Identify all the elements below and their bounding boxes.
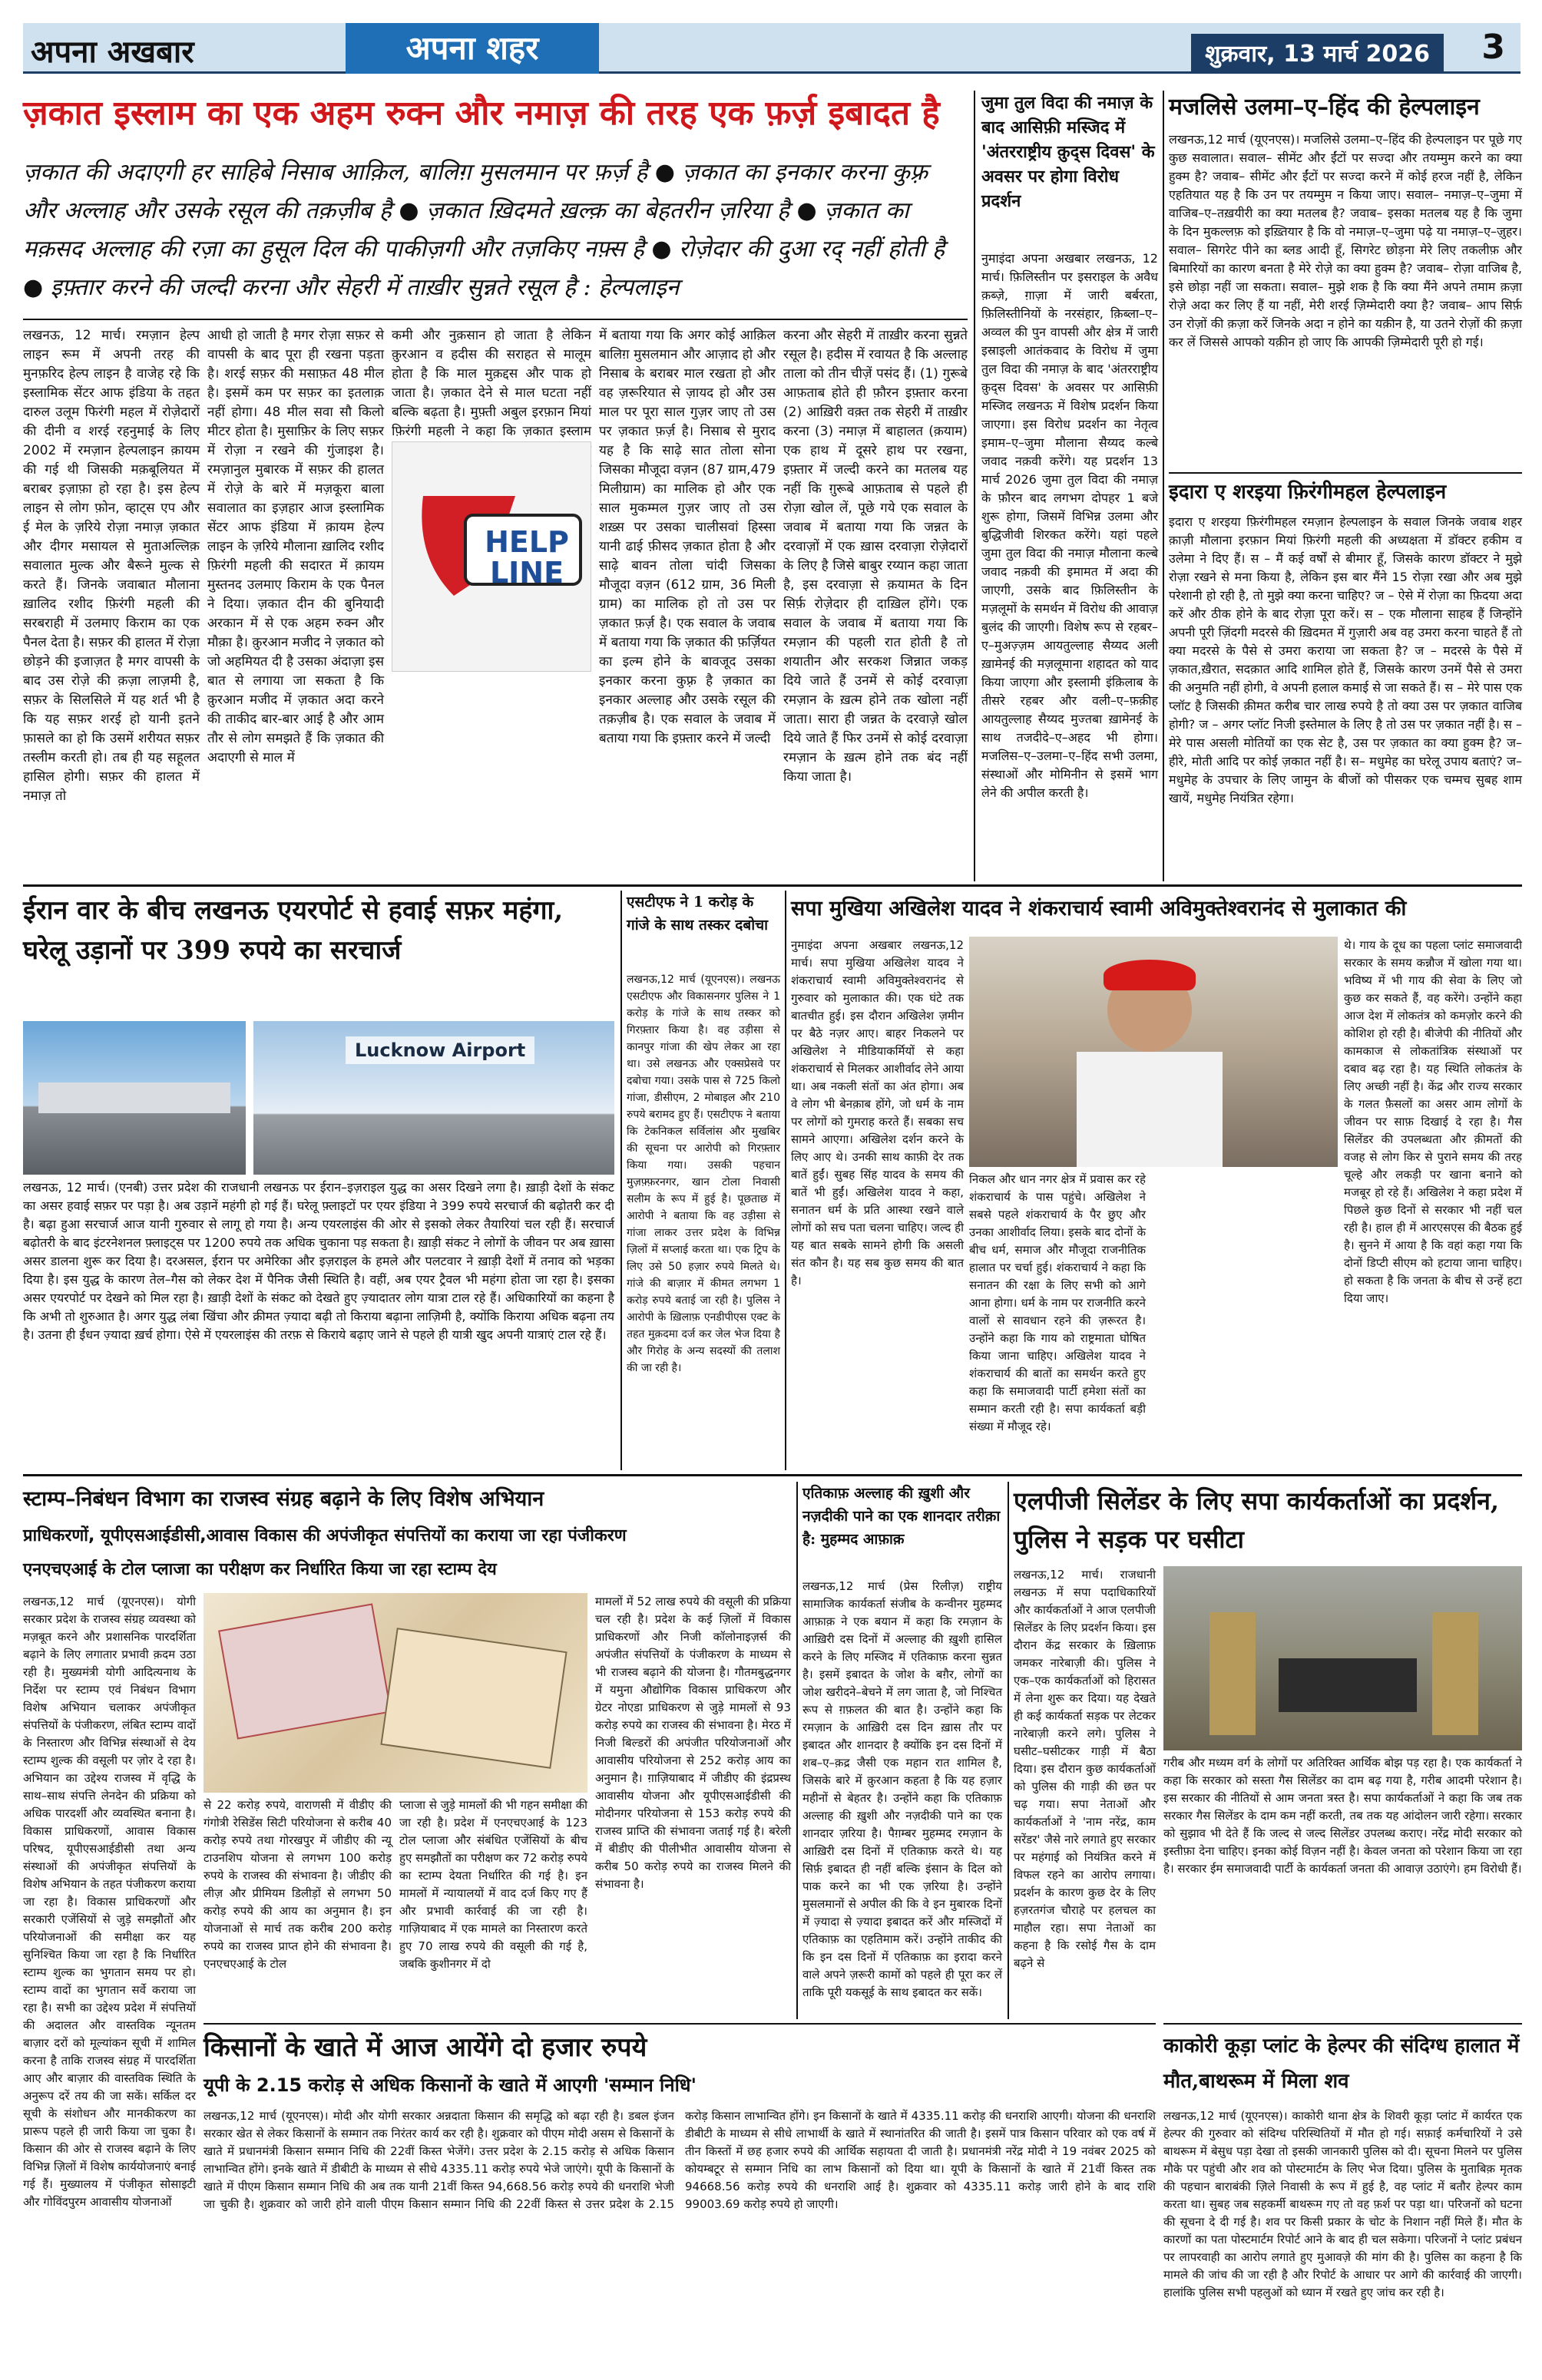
lead-col-3b	[392, 676, 591, 879]
farangi-body: इदारा ए शरइया फ़िरंगीमहल रमज़ान हेल्पलाइन के सवाल जिनके जवाब शहर क़ाज़ी मौलाना इरफ़ान मियां फ़िरंगी महली की अध्यक्षता में डॉक्टर हकीम व उलेमा ने दिए हैं। स – मैं कई वर्षों से बीमार हूँ, जिसके कारण डॉक्टर ने मुझे रोज़ा रखने से मना किया है, लेकिन इस बार मैंने 15 रोज़ा रखा और अब मुझे परेशानी हो रही है, तो मुझे क्या करना चाहिए? ज – ऐसे में रोज़ा का फ़िदया अदा करें और ठीक होने के बाद रोज़ा पूरा करें। स – एक मौलाना साहब हैं जिन्होंने अपनी पूरी ज़िंदगी मदरसे की ख़िदमत में गुज़ारी अब वह उमरा करना चाहते हैं तो क्या मदरसे के पैसे से उमरा कराया जा सकता है? ज – मदरसे के पैसे में ज़कात,ख़ैरात, सदक़ात आदि शामिल होते हैं, जिसके कारण उनमें पैसे से उमरा की अनुमति नहीं होगी, वे अपनी हलाल कमाई से जा सकते हैं। स – मेरे पास एक प्लॉट है जिसकी क़ीमत करीब चार लाख रुपये है तो क्या उस पर ज़कात वाजिब होगी? ज – अगर प्लॉट निजी इस्तेमाल के लिए है तो उस पर ज़कात नहीं है। स – मेरे पास असली मोतियों का एक सेट है, उस पर ज़कात का क्या हुक्म है? ज– हीरे, मोती आदि पर कोई ज़कात नहीं है। स– मधुमेह का घरेलू उपाय बताएं? ज– मधुमेह के उपचार के लिए जामुन के बीजों को पीसकर एक चम्मच सुबह शाम खायें, मधुमेह नियंत्रित रहेगा।	[1169, 514, 1522, 805]
white-kurta	[1077, 1052, 1223, 1167]
majlis-headline: मजलिसे उलमा–ए–हिंद की हेल्पलाइन	[1169, 94, 1480, 121]
lpg-headline: एलपीजी सिलेंडर के लिए सपा कार्यकर्ताओं का प्रदर्शन, पुलिस ने सड़क पर घसीटा	[1014, 1486, 1500, 1554]
protest-photo	[1163, 1566, 1522, 1750]
stamp-headline: स्टाम्प–निबंधन विभाग का राजस्व संग्रह बढ़ाने के लिए विशेष अभियान	[23, 1487, 544, 1511]
stamp-paper	[218, 1603, 392, 1739]
image-caption: Lucknow Airport	[346, 1036, 534, 1064]
divider	[1163, 2023, 1522, 2025]
etikaf-body: लखनऊ,12 मार्च (प्रेस रिलीज़) राष्ट्रीय सामाजिक कार्यकर्ता संजीब के कन्वीनर मुहम्मद आफ़ाक़ ने एक बयान में कहा कि रमज़ान के आख़िरी दस दिनों में अल्लाह की ख़ुशी हासिल करने के लिए मस्जिद में एतिकाफ़ करना सुन्नत है। इसमें इबादत के जोश के बग़ैर, लोगों का जोश खरीदने–बेचने में लग जाता है, जो निश्चित रूप से ग़फ़लत की बात है। उन्होंने कहा कि रमज़ान के आख़िरी दस दिन ख़ास तौर पर इबादत और शानदार है क्योंकि इन दस दिनों में शब–ए–क़द्र जैसी एक महान रात शामिल है, जिसके बारे में क़ुरआन कहता है कि यह हज़ार महीनों से बेहतर है। उन्होंने कहा कि एतिकाफ़ अल्लाह की ख़ुशी और नज़दीकी पाने का एक शानदार ज़रिया है। पैग़म्बर मुहम्मद रमज़ान के आख़िरी दस दिनों में एतिकाफ़ करते थे। यह सिर्फ़ इबादत ही नहीं बल्कि इंसान के दिल को पाक करने का भी एक ज़रिया है। उन्होंने मुसलमानों से अपील की कि वे इन मुबारक दिनों में ज़्यादा से ज़्यादा इबादत करें और मस्जिदों में एतिकाफ़ का एहतिमाम करें। उन्होंने ताकीद की कि इन दस दिनों में एतिकाफ़ का इरादा करने वाले अपने ज़रूरी कामों को पहले ही पूरा कर लें ताकि पूरी यकसूई के साथ इबादत कर सकें।	[802, 1579, 1002, 1999]
section-title: अपना शहर	[346, 23, 599, 74]
terminal-building	[38, 1083, 230, 1113]
helpline-image	[392, 441, 591, 672]
iran-headline: ईरान वार के बीच लखनऊ एयरपोर्ट से हवाई सफ़र महंगा, घरेलू उड़ानों पर 399 रुपये का सरचार्ज	[23, 895, 564, 966]
kakori-body: लखनऊ,12 मार्च (यूएनएस)। काकोरी थाना क्षेत्र के शिवरी कूड़ा प्लांट में कार्यरत एक हेल्पर की गुरुवार को संदिग्ध परिस्थितियों में मौत हो गई। सफ़ाई कर्मचारियों ने उसे बाथरूम में बेसुध पड़ा देखा तो इसकी जानकारी पुलिस को दी। सूचना मिलने पर पुलिस मौके पर पहुंची और शव को पोस्टमार्टम के लिए भेज दिया। पुलिस के मुताबिक़ मृतक की पहचान बाराबंकी ज़िले निवासी के रूप में हुई है, वह प्लांट में बतौर हेल्पर काम करता था। सुबह जब सहकर्मी बाथरूम गए तो वह फ़र्श पर पड़ा था। परिजनों को घटना की सूचना दे दी गई है। शव पर किसी प्रकार के चोट के निशान नहीं मिले हैं। मौत के कारणों का पता पोस्टमार्टम रिपोर्ट आने के बाद ही चल सकेगा। परिजनों ने प्लांट प्रबंधन पर लापरवाही का आरोप लगाते हुए मुआवज़े की मांग की है। पुलिस का कहना है कि मामले की जांच की जा रही है और रिपोर्ट के आधार पर आगे की कार्रवाई की जाएगी। हालांकि पुलिस सभी पहलुओं को ध्यान में रखते हुए जांच कर रही है।	[1163, 2109, 1522, 2299]
lead-deck: ज़कात की अदाएगी हर साहिबे निसाब आक़िल, बालिग़ मुसलमान पर फ़र्ज़ है ● ज़कात का इनकार करना कुफ़्र और अल्लाह और उसके रसूल की तक़ज़ीब है ● ज़कात ख़िदमते ख़ल्क़ का बेहतरीन ज़रिया है ● ज़कात का मक़सद अल्लाह की रज़ा का हुसूल दिल की पाकीज़गी और तज़किए नफ़्स है ● रोज़ेदार की दुआ रद् नहीं होती है ● इफ़्तार करने की जल्दी करना और सेहरी में ताख़ीर सुन्नते रसूल है : हेल्पलाइन	[23, 159, 945, 301]
airport-image	[23, 1021, 246, 1175]
divider	[23, 884, 1522, 887]
lead-col-2: आधी हो जाती है मगर रोज़ा सफ़र से वापसी के बाद पूरा ही रखना पड़ता है। शरई सफ़र की मसाफ़त 48 मील है। इसमें कम पर सफ़र का इतलाक़ नहीं होगा। 48 मील सवा सौ किलो मीटर होता है। मुसाफ़िर के लिए सफ़र में रोज़ा न रखने की गुंजाइश है। रमज़ानुल मुबारक में सफ़र की हालत में रोज़े के बारे में मज़कूरा बाला सवालात का इज़हार आज इस्लामिक सेंटर आफ इंडिया में क़ायम हेल्प लाइन के ज़रिये मौलाना ख़ालिद रशीद फ़िरंगी महली की सदारत में क़ायम मुस्तनद उलमाए किराम के एक पैनल ने दिया। ज़कात दीन की बुनियादी अरकान में से एक अहम रुक्न और मौक़ा है। क़ुरआन मजीद ने ज़कात को जो अहमियत दी है उसका अंदाज़ा इस बात से लगाया जा सकता है कि क़ुरआन मजीद में ज़कात अदा करने की ताकीद बार-बार आई है और आम तौर से लोग समझते हैं कि ज़कात की अदाएगी से माल में	[207, 328, 384, 765]
red-cap	[1104, 960, 1196, 990]
akhilesh-body-mid: निकल और धान नगर क्षेत्र में प्रवास कर रहे शंकराचार्य के पास पहुंचे। अखिलेश ने सबसे पहले शंकराचार्य के पैर छुए और उनका आशीर्वाद लिया। इसके बाद दोनों के बीच धर्म, समाज और मौजूदा राजनीतिक हालात पर चर्चा हुई। शंकराचार्य ने कहा कि सनातन की रक्षा के लिए सभी को आगे आना होगा। धर्म के नाम पर राजनीति करने वालों से सावधान रहने की ज़रूरत है। उन्होंने कहा कि गाय को राष्ट्रमाता घोषित किया जाना चाहिए। अखिलेश यादव ने शंकराचार्य की बातों का समर्थन करते हुए कहा कि समाजवादी पार्टी हमेशा संतों का सम्मान करती रही है। सपा कार्यकर्ता बड़ी संख्या में मौजूद रहे।	[969, 1172, 1146, 1433]
etikaf-headline: एतिकाफ़ अल्लाह की ख़ुशी और नज़दीकी पाने का एक शानदार तरीक़ा है: मुहम्मद आफ़ाक़	[802, 1485, 1001, 1548]
lpg-body-right: गरीब और मध्यम वर्ग के लोगों पर अतिरिक्त आर्थिक बोझ पड़ रहा है। एक कार्यकर्ता ने कहा कि सरकार को सस्ता गैस सिलेंडर का दाम बढ़ गया है, गरीब आदमी परेशान है। इस सरकार की नीतियों से आम जनता त्रस्त है। सपा कार्यकर्ताओं ने कहा कि जब तक सरकार गैस सिलेंडर के दाम कम नहीं करती, तब तक यह आंदोलन जारी रहेगा। सरकार को सुझाव भी देते हैं कि जल्द से जल्द सिलेंडर उपलब्ध कराए। नरेंद्र मोदी सरकार को इस्तीफ़ा देना चाहिए। इनका कोई विज़न नहीं है। केवल जनता को परेशान किया जा रहा है। सरकार ईम समाजवादी पार्टी के कार्यकर्ता जनता की आवाज़ उठाएंगे। हम विरोधी हैं।	[1163, 1756, 1522, 1876]
masthead-bar	[23, 23, 1520, 74]
akhilesh-body-left: नुमाइंदा अपना अखबार लखनऊ,12 मार्च। सपा मुखिया अखिलेश यादव ने शंकराचार्य स्वामी अविमुक्तेश्वरानंद से गुरुवार को मुलाकात की। एक घंटे तक बातचीत हुई। इस दौरान अखिलेश ज़मीन पर बैठे नज़र आए। बाहर निकलने पर अखिलेश ने मीडियाकर्मियों से कहा शंकराचार्य से मिलकर आशीर्वाद लेने आया था। अब नकली संतों का अंत होगा। अब वे लोग भी बेनक़ाब होंगे, जो धर्म के नाम पर लोगों को गुमराह करते हैं। सबका सच सामने आएगा। अखिलेश दर्शन करने के लिए आए थे। उनकी साथ काफ़ी देर तक बातें हुईं। सुबह सिंह यादव के समय की बातें भी हुईं। अखिलेश यादव ने कहा, सनातन धर्म के प्रति आस्था रखने वाले लोगों को सच पता चलना चाहिए। जल्द ही यह बात सबके सामने होगी कि असली संत कौन है। यह सब कुछ समय की बात है।	[791, 938, 964, 1288]
stamp-sub-1: प्राधिकरणों, यूपीएसआईडीसी,आवास विकास की अपंजीकृत संपत्तियों का कराया जा रहा पंजीकरण	[23, 1526, 627, 1545]
iran-intro	[23, 979, 614, 1017]
akhilesh-headline: सपा मुखिया अखिलेश यादव ने शंकराचार्य स्वामी अविमुक्तेश्वरानंद से मुलाकात की	[791, 897, 1407, 921]
akhilesh-body-mid2	[1152, 1171, 1336, 1470]
kisan-sub: यूपी के 2.15 करोड़ से अधिक किसानों के खाते में आएगी 'सम्मान निधि'	[204, 2074, 697, 2096]
helpline-label: HELP LINE	[485, 525, 569, 590]
divider	[796, 1482, 798, 2019]
divider	[23, 319, 968, 320]
divider	[1163, 91, 1164, 881]
police-officer	[1209, 1612, 1256, 1735]
stf-body: लखनऊ,12 मार्च (यूएनएस)। लखनऊ एसटीएफ और विकासनगर पुलिस ने 1 करोड़ के गांजे के साथ तस्कर को गिरफ़्तार किया है। वह उड़ीसा से कानपुर गांजा की खेप लेकर आ रहा था। उसे लखनऊ और एक्सप्रेसवे पर दबोचा गया। उसके पास से 725 किलो गांजा, डीसीएम, 2 मोबाइल और 210 रुपये बरामद हुए हैं। एसटीएफ ने बताया कि टेकनिकल सर्विलांस और मुखबिर की सूचना पर आरोपी को गिरफ़्तार किया गया। उसकी पहचान मुज़फ़्फ़रनगर, खान टोला निवासी सलीम के रूप में हुई है। पूछताछ में आरोपी ने बताया कि वह उड़ीसा से गांजा लाकर उत्तर प्रदेश के विभिन्न ज़िलों में सप्लाई करता था। एक ट्रिप के लिए उसे 50 हज़ार रुपये मिलते थे। गांजे की बाज़ार में कीमत लगभग 1 करोड़ रुपये बताई जा रही है। पुलिस ने आरोपी के ख़िलाफ़ एनडीपीएस एक्ट के तहत मुक़दमा दर्ज कर जेल भेज दिया है और गिरोह के अन्य सदस्यों की तलाश की जा रही है।	[627, 973, 780, 1374]
page-number: 3	[1481, 28, 1505, 67]
majlis-body: लखनऊ,12 मार्च (यूएनएस)। मजलिसे उलमा–ए–हिंद की हेल्पलाइन पर पूछे गए कुछ सवालात। सवाल– सीमेंट और ईंटों पर सज्दा और तयम्मुम करने का क्या हुक्म है? जवाब– सीमेंट और ईंटों पर सज्दा करने में कोई हरज नहीं है, लेकिन एहतियात यह है कि उन पर तयम्मुम न किया जाए। सवाल– नमाज़–ए–जुमा में वाजिब–ए–तख़यीरी का क्या मतलब है? जवाब– इसका मतलब यह है कि जुमा के दिन मुकल्लफ़ को इख़्तियार है कि वो नमाज़–ए–जुमा पढ़े या नमाज़–ए–ज़ुहर। सवाल– सिगरेट पीने का ब्लड आदी हूँ, सिगरेट छोड़ना मेरे लिए तकलीफ़ और बिमारियों का कारण बनता है मेरे रोज़े का क्या हुक्म है? जवाब– रोज़ा वाजिब है, इसे छोड़ा नहीं जा सकता। सवाल– मुझे शक है कि क्या मैंने अपने तमाम क़ज़ा रोज़े अदा कर लिए हैं या नहीं, मेरी शरई ज़िम्मेदारी क्या है? जवाब– आप सिर्फ़ उन रोज़ों की क़ज़ा करें जिनके अदा न होने का यक़ीन है, या उतने रोज़ों की क़ज़ा कर लें जिससे आपको यक़ीन हो जाए कि आपकी ज़िम्मेदारी पूरी हो गई।	[1169, 132, 1522, 349]
lpg-body-left: लखनऊ,12 मार्च। राजधानी लखनऊ में सपा पदाधिकारियों और कार्यकर्ताओं ने आज एलपीजी सिलेंडर के लिए प्रदर्शन किया। इस दौरान केंद्र सरकार के ख़िलाफ़ जमकर नारेबाज़ी की। पुलिस ने एक–एक कार्यकर्ताओं को हिरासत में लेना शुरू कर दिया। यह देखते ही कई कार्यकर्ता सड़क पर लेटकर नारेबाज़ी करने लगे। पुलिस ने घसीट–घसीटकर गाड़ी में बैठा दिया। इस दौरान कुछ कार्यकर्ताओं को पुलिस की गाड़ी की छत पर चढ़ गया। सपा नेताओं और कार्यकर्ताओं ने 'नाम नरेंद्र, काम सरेंडर' जैसे नारे लगाते हुए सरकार पर महंगाई को नियंत्रित करने में विफल रहने का आरोप लगाया। प्रदर्शन के कारण कुछ देर के लिए हज़रतगंज चौराहे पर हलचल का माहौल रहा। सपा नेताओं का कहना है कि रसोई गैस के दाम बढ़ने से	[1014, 1568, 1156, 1970]
divider	[23, 1474, 1522, 1476]
brand-name: अपना अखबार	[31, 35, 194, 70]
stf-headline: एसटीएफ ने 1 करोड़ के गांजे के साथ तस्कर दबोचा	[627, 894, 769, 934]
stamp-paper	[380, 1628, 567, 1769]
lead-col-3: कमी और नुक़सान हो जाता है लेकिन क़ुरआन व हदीस की सराहत से मालूम होता है कि माल मुक़द्दस और पाक हो जाता है। ज़कात देने से माल घटता नहीं बल्कि बढ़ता है। मुफ़्ती अबुल इरफ़ान मियां फ़िरंगी महली ने कहा कि ज़कात इस्लाम	[392, 328, 591, 439]
jumma-headline: जुमा तुल विदा की नमाज़ के बाद आसिफ़ी मस्जिद में 'अंतरराष्ट्रीय क़ुद्स दिवस' के अवसर पर होगा विरोध प्रदर्शन	[981, 93, 1155, 211]
kisan-body: लखनऊ,12 मार्च (यूएनएस)। मोदी और योगी सरकार अन्नदाता किसान की समृद्धि को बढ़ा रही है। डबल इंजन सरकार खेत से लेकर किसानों के सम्मान तक निरंतर कार्य कर रही है। शुक्रवार को पीएम मोदी असम से किसानों के खाते में प्रधानमंत्री किसान सम्मान निधि की 22वीं किस्त भेजेंगे। उत्तर प्रदेश के 2.15 करोड़ से अधिक किसान लाभान्वित होंगे। इनके खाते में डीबीटी के माध्यम से सीधे 4335.11 करोड़ रुपये भेजे जाएंगे। यूपी के किसानों के खाते में पीएम किसान सम्मान निधि की अब तक यानी 21वीं किस्त 94,668.56 करोड़ रुपये की धनराशि भेजी जा चुकी है। शुक्रवार को जारी होने वाली पीएम किसान सम्मान निधि की 22वीं किस्त से उत्तर प्रदेश के 2.15 करोड़ किसान लाभान्वित होंगे। इन किसानों के खाते में 4335.11 करोड़ की धनराशि आएगी। योजना की धनराशि डीबीटी के माध्यम से सीधे लाभार्थी के खाते में स्थानांतरित की जाती है। इसमें पात्र किसान परिवार को एक वर्ष में तीन किस्तों में छह हजार रुपये की आर्थिक सहायता दी जाती है। प्रधानमंत्री नरेंद्र मोदी ने 19 नवंबर 2025 को कोयम्बटूर से सम्मान निधि का लाभ किसानों को दिया था। यूपी के किसानों के खाते में 21वीं किस्त तक 94668.56 करोड़ रुपये की धनराशि आई है। शुक्रवार को 4335.11 करोड़ जारी होने के बाद राशि 99003.69 करोड़ रुपये हो जाएगी।	[204, 2109, 1156, 2211]
divider	[1008, 1482, 1009, 2019]
iran-body: लखनऊ, 12 मार्च। (एनबी) उत्तर प्रदेश की राजधानी लखनऊ पर ईरान–इज़राइल युद्ध का असर दिखने लगा है। ख़ाड़ी देशों के संकट का असर हवाई सफ़र पर पड़ा है। अब उड़ानें महंगी हो गई हैं। घरेलू फ़्लाइटों पर एयर इंडिया ने 399 रुपये सरचार्ज की बढ़ोतरी कर दी है। बढ़ा हुआ सरचार्ज आज यानी गुरुवार से लागू हो गया है। अन्य एयरलाइंस की ओर से इसको लेकर तैयारियां चल रही हैं। सरचार्ज बढ़ोतरी के बाद इंटरनेशनल फ़्लाइट्स पर 1200 रुपये तक अधिक चुकाना पड़ सकता है। ख़ाड़ी संकट ने लोगों के जीवन पर अब ख़ासा असर डालना शुरू कर दिया है। दरअसल, ईरान पर अमेरिका और इज़राइल के हमले और पलटवार ने ख़ाड़ी देशों में तनाव को भड़का दिया है। इस युद्ध के कारण तेल–गैस को लेकर देश में पैनिक जैसी स्थिति है। वहीं, अब एयर ट्रैवल भी महंगा होता जा रहा है। इसका असर एयरपोर्ट पर देखने को मिल रहा है। ख़ाड़ी देशों के संकट को देखते हुए ज़्यादातर लोग यात्रा टाल रहे हैं। अधिकारियों का कहना है कि अभी तो शुरुआत है। अगर युद्ध लंबा खिंचा और क्रीमत ज़्यादा बढ़ी तो किराया बढ़ाना लाज़िमी है, क्योंकि किराया अधिक बढ़ना तय है। उतना ही ईंधन ज़्यादा ख़र्च होगा। ऐसे में एयरलाइंस की तरफ़ से किराये बढ़ाए जाने से पहले ही यात्री खुद अपनी यात्राएं टाल रहे हैं।	[23, 1180, 614, 1342]
divider	[620, 891, 622, 1470]
stamp-paper-image	[204, 1593, 587, 1793]
stamp-body-right-b: मामलों में 52 लाख रुपये की वसूली की प्रक्रिया चल रही है। प्रदेश के कई ज़िलों में विकास प्राधिकरणों और निजी कॉलोनाइज़र्स की अपंजीत संपत्तियों के पंजीकरण के माध्यम से भी राजस्व बढ़ाने की योजना है। गौतमबुद्धनगर में यमुना औद्योगिक विकास प्राधिकरण और ग्रेटर नोएडा प्राधिकरण से जुड़े मामलों से 93 करोड़ रुपये का राजस्व की संभावना है। मेरठ में निजी बिल्डरों की अपंजीत परियोजनाओं और आवासीय परियोजना से 252 करोड़ आय का अनुमान है। ग़ाज़ियाबाद में जीडीए की इंद्रप्रस्थ आवासीय योजना और यूपीएसआईडीसी की मोदीनगर परियोजना से 153 करोड़ रुपये की राजस्व प्राप्ति की संभावना जताई गई है। बरेली में बीडीए की पीलीभीत आवासीय योजना से करीब 50 करोड़ रुपये का राजस्व मिलने की संभावना है।	[595, 1595, 791, 1891]
issue-date: शुक्रवार, 13 मार्च 2026	[1191, 34, 1444, 71]
akhilesh-body-right: थे। गाय के दूध का पहला प्लांट समाजवादी सरकार के समय कन्नौज में खोला गया था। भविष्य में भी गाय की सेवा के लिए जो कुछ कर सकते हैं, वह करेंगे। उन्होंने कहा आज देश में लोकतंत्र को कमज़ोर करने की कोशिश हो रही है। बीजेपी की नीतियों और कामकाज से लोकतांत्रिक संस्थाओं पर दबाव बढ़ रहा है। यह स्थिति लोकतंत्र के लिए अच्छी नहीं है। केंद्र और राज्य सरकार के गलत फ़ैसलों का असर आम लोगों के जीवन पर साफ़ दिखाई दे रहा है। गैस सिलेंडर की उपलब्धता और क़ीमतों की वजह से लोग किर से पुराने समय की तरह चूल्हे और लकड़ी पर खाना बनाने को मजबूर हो रहे हैं। अखिलेश ने कहा प्रदेश में पिछले कुछ दिनों से सरकार भी नहीं चल रही है। हाल ही में आरएसएस की बैठक हुई है। सुनने में आया है कि वहां कहा गया कि दोनों डिप्टी सीएम को हटाया जाना चाहिए। हो सकता है कि जनता के बीच से उन्हें हटा दिया जाए।	[1344, 938, 1522, 1305]
protester	[1279, 1658, 1417, 1712]
stamp-body-mid: से 22 करोड़ रुपये, वाराणसी में वीडीए की गंगोत्री रेसिडेंस सिटी परियोजना से करीब 40 करोड़ रुपये तथा गोरखपुर में जीडीए की न्यू टाउनशिप योजना से लगभग 100 करोड़ रुपये के राजस्व की संभावना है। जीडीए की लीज़ और प्रीमियम डिलीड़ों से लगभग 50 करोड़ रुपये की आय का अनुमान है। इन योजनाओं से मार्च तक करीब 200 करोड़ रुपये का राजस्व प्राप्त होने की संभावना है। एनएचएआई के टोल	[204, 1798, 392, 1971]
lead-col-1: लखनऊ, 12 मार्च। रमज़ान हेल्प लाइन रूम में अपनी तरह की मुनफ़रिद हेल्प लाइन है वाजेह रहे कि इस्लामिक सेंटर आफ इंडिया के तहत दारुल उलूम फिरंगी महल में रोज़ेदारों की दीनी व शरई रहनुमाई के लिए 2002 में रमज़ान हेल्पलाइन क़ायम की गई थी जिसकी मक़बूलियत में बराबर इज़ाफ़ा हो रहा है। इस हेल्प लाइन से लोग फ़ोन, व्हाट्स एप और ई मेल के ज़रिये रोज़ा नमाज़ ज़कात और दीगर मसायल से मुताअल्लिक़ सवालात मुल्क और बैरूने मुल्क से करते हैं। जिनके जवाबात मौलाना ख़ालिद रशीद फ़िरंगी महली की सरबराही में उलमाए किराम का एक पैनल देता है। सफ़र की हालत में रोज़ा छोड़ने की इजाज़त है मगर वापसी के बाद उस रोज़े की क़ज़ा लाज़मी है, सफ़र के सिलसिले में यह शर्त भी है कि यह सफ़र शरई हो यानी इतने फ़ासले का हो कि उसमें शरीयत सफ़र तस्लीम करती हो। तब ही यह सहूलत हासिल होगी। सफ़र की हालत में नमाज़ तो	[23, 328, 200, 804]
divider	[974, 91, 975, 881]
airport-photo	[253, 1021, 614, 1175]
divider	[204, 2023, 1156, 2025]
police-officer	[1432, 1612, 1478, 1735]
lead-col-4: में बताया गया कि अगर कोई आक़िल बालिग़ मुसलमान और आज़ाद हो और निसाब के बराबर माल रखता हो और वह ज़रूरियात से ज़ायद हो और उस माल पर पूरा साल गुज़र जाए तो उस पर ज़कात फ़र्ज़ है। निसाब से मुराद यह है कि साढ़े सात तोला सोना जिसका मौजूदा वज़न (87 ग्राम,479 मिलीग्राम) का मालिक हो और एक साल मुकम्मल गुज़र जाए तो उस शख़्स पर उसका चालीसवां हिस्सा यानी ढाई फ़ीसद ज़कात होता है और साढ़े बावन तोला चांदी जिसका मौजूदा वज़न (612 ग्राम, 36 मिली ग्राम) का मालिक हो तो उस पर ज़कात फ़र्ज़ है। एक सवाल के जवाब में बताया गया कि ज़कात की फ़र्ज़ियत का इल्म होने के बावजूद उसका इनकार करना कुफ़्र है ज़कात का इनकार अल्लाह और उसके रसूल की तक़ज़ीब है। एक सवाल के जवाब में बताया गया कि इफ़्तार करने में जल्दी	[599, 328, 776, 746]
divider	[785, 891, 786, 1470]
farangi-headline: इदारा ए शरइया फ़िरंगीमहल हेल्पलाइन	[1169, 481, 1447, 504]
stamp-body-left: लखनऊ,12 मार्च (यूएनएस)। योगी सरकार प्रदेश के राजस्व संग्रह व्यवस्था को मज़बूत करने और प्रशासनिक पारदर्शिता बढ़ाने के लिए लगातार प्रभावी क़दम उठा रही है। मुख्यमंत्री योगी आदित्यनाथ के निर्देश पर स्टाम्प एवं निबंधन विभाग विशेष अभियान चलाकर अपंजीकृत संपत्तियों के पंजीकरण, लंबित स्टाम्प वादों के निस्तारण और विभिन्न संस्थाओं से देय स्टाम्प शुल्क की वसूली पर ज़ोर दे रहा है। अभियान का उद्देश्य राजस्व में वृद्धि के साथ–साथ संपत्ति लेनदेन की प्रक्रिया को अधिक पारदर्शी और व्यवस्थित बनाना है। विकास प्राधिकरणों, आवास विकास परिषद, यूपीएसआईडीसी तथा अन्य संस्थाओं की अपंजीकृत संपत्तियों के विशेष अभियान के तहत पंजीकरण कराया जा रहा है। विकास प्राधिकरणों और सरकारी एजेंसियों से जुड़े समझौतों और परियोजनाओं की समीक्षा कर यह सुनिश्चित किया जा रहा है कि निर्धारित स्टाम्प शुल्क का भुगतान समय पर हो। स्टाम्प वादों का भुगतान सर्वे कराया जा रहा है। सभी का उद्देश्य प्रदेश में संपत्तियों की अदालत और वास्तविक न्यूनतम बाज़ार दरों को मूल्यांकन सूची में शामिल करना है ताकि राजस्व संग्रह में पारदर्शिता आए और बाज़ार की वास्तविक स्थिति के अनुरूप दरें तय की जा सकें। सर्किल दर सूची के संशोधन और मानकीकरण का प्रारूप पहले ही जारी किया जा चुका है। किसान की ओर से राजस्व बढ़ाने के लिए विभिन्न ज़िलों में विशेष कार्ययोजनाएं बनाई गई हैं। मुख्यालय में पंजीकृत सोसाइटी और गोविंदपुरम आवासीय योजनाओं	[23, 1595, 196, 2209]
stamp-body-right-a: प्लाजा से जुड़े मामलों की भी गहन समीक्षा की जा रही है। प्रदेश में एनएचएआई के 123 टोल प्लाजा और संबंधित एजेंसियों के बीच हुए समझौतों का परीक्षण कर 72 करोड़ रुपये का स्टाम्प देयता निर्धारित की गई है। इन मामलों में न्यायालयों में वाद दर्ज किए गए हैं और प्रभावी कार्रवाई की जा रही है। गाज़ियाबाद में एक मामले का निस्तारण करते हुए 70 लाख रुपये की वसूली की गई है, जबकि कुशीनगर में दो	[399, 1798, 587, 1971]
jumma-body: नुमाइंदा अपना अखबार लखनऊ, 12 मार्च। फ़िलिस्तीन पर इसराइल के अवैध क़ब्ज़े, ग़ाज़ा में जारी बर्बरता, फ़िलिस्तीनियों के नरसंहार, क़िब्ला–ए–अव्वल की पुन वापसी और क्षेत्र में जारी इस्राइली आतंकवाद के विरोध में जुमा तुल विदा की नमाज़ के बाद 'अंतरराष्ट्रीय क़ुद्स दिवस' के अवसर पर आसिफ़ी मस्जिद लखनऊ में विशेष प्रदर्शन किया जाएगा। इस विरोध प्रदर्शन का नेतृत्व इमाम–ए–जुमा मौलाना सैय्यद कल्बे जवाद नक़वी करेंगे। यह प्रदर्शन 13 मार्च 2026 जुमा तुल विदा की नमाज़ के फ़ौरन बाद लगभग दोपहर 1 बजे शुरू होगा, जिसमें विभिन्न उलमा और बुद्धिजीवी शिरकत करेंगे। यहां पहले जुमा तुल विदा की नमाज़ मौलाना कल्बे जवाद नक़वी की इमामत में अदा की जाएगी, उसके बाद फ़िलिस्तीन के मज़लूमों के समर्थन में विरोध की आवाज़ बुलंद की जाएगी। विशेष रूप से रहबर–ए–मुअज़्ज़म आयतुल्लाह सैय्यद अली ख़ामेनई की मज़लूमाना शहादत को याद किया जाएगा और इस्लामी इंक़िलाब के तीसरे रहबर और वली–ए–फ़क़ीह आयतुल्लाह सैय्यद मुज्तबा ख़ामेनई के साथ तजदीदे–ए–अहद भी होगा। मजलिस–ए–उलमा–ए–हिंद सभी उलमा, संस्थाओं और मोमिनीन से इसमें भाग लेने की अपील करती है।	[981, 251, 1158, 800]
kakori-headline: काकोरी कूड़ा प्लांट के हेल्पर की संदिग्ध हालात में मौत,बाथरूम में मिला शव	[1163, 2035, 1520, 2093]
akhilesh-photo	[969, 937, 1338, 1167]
lead-headline: ज़कात इस्लाम का एक अहम रुक्न और नमाज़ की तरह एक फ़र्ज़ इबादत है	[23, 94, 940, 133]
lead-col-5: करना और सेहरी में ताख़ीर करना सुन्नते रसूल है। हदीस में रवायत है कि अल्लाह ताला को तीन चीज़ें पसंद हैं। (1) गुरूबे आफ़ताब होते ही फ़ौरन इफ़्तार करना (2) आख़िरी वक़्त तक सेहरी में ताख़ीर करना (3) नमाज़ में बाहालत (क़याम) एक हाथ में दूसरे हाथ पर रखना, इफ़्तार में जल्दी करने का मतलब यह नहीं कि ग़ुरूबे आफ़ताब से पहले ही रोज़ा खोल लें, पूछे गये एक सवाल के जवाब में बताया गया कि जन्नत के दरवाज़ों में एक ख़ास दरवाज़ा रोज़ेदारों के लिए है जिसे बाबुर रय्यान कहा जाता है, इस दरवाज़ा से क़यामत के दिन सिर्फ़ रोज़ेदार ही दाख़िल होंगे। एक सवाल के जवाब में बताया गया कि रमज़ान की पहली रात होती है तो शयातीन और सरकश जिन्नात जकड़ दिये जाते हैं उनमें से कोई दरवाज़ा रमज़ान के ख़त्म होने तक खोला नहीं जाता। सारा ही जन्नत के दरवाज़े खोल दिये जाते हैं फिर उनमें से कोई दरवाज़ा रमज़ान के ख़त्म होने तक बंद नहीं किया जाता है।	[783, 328, 968, 785]
stamp-sub-2: एनएचएआई के टोल प्लाजा का परीक्षण कर निर्धारित किया जा रहा स्टाम्प देय	[23, 1560, 497, 1579]
divider	[1169, 472, 1522, 474]
kisan-headline: किसानों के खाते में आज आयेंगे दो हजार रुपये	[204, 2032, 647, 2063]
